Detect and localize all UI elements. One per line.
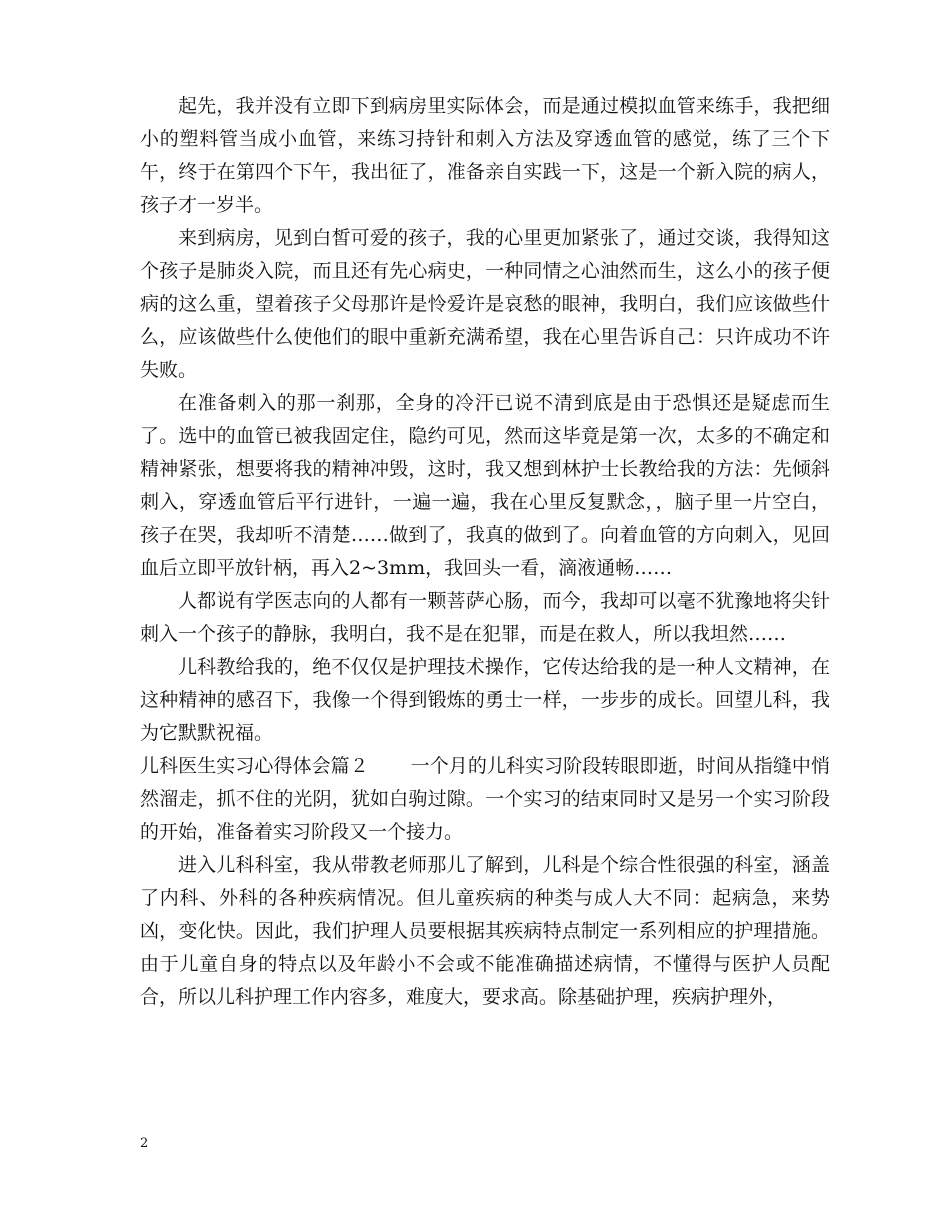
- section-intro: 一个月的儿科实习阶段转眼即逝，时间从指缝中悄然溜走，抓不住的光阴，犹如白驹过隙。一个实习的结束同时又是另一个实习阶段的开始，准备着实习阶段又一个接力。: [140, 755, 830, 843]
- section-heading: 儿科医生实习心得体会篇２: [140, 755, 369, 777]
- paragraph-6: 进入儿科科室，我从带教老师那儿了解到，儿科是个综合性很强的科室，涵盖了内科、外科的各种疾病情况。但儿童疾病的种类与成人大不同：起病急，来势凶，变化快。因此，我们护理人员要根据其疾病特点制定一系列相应的护理措施。由于儿童自身的特点以及年龄小不会或不能准确描述病情，不懂得与医护人员配合，所以儿科护理工作内容多，难度大，要求高。除基础护理，疾病护理外，: [140, 854, 830, 1008]
- paragraph-3: 在准备刺入的那一刹那，全身的冷汗已说不清到底是由于恐惧还是疑虑而生了。选中的血管已被我固定住，隐约可见，然而这毕竟是第一次，太多的不确定和精神紧张，想要将我的精神冲毁，这时，我又想到林护士长教给我的方法：先倾斜刺入，穿透血管后平行进针，一遍一遍，我在心里反复默念，，脑子里一片空白，孩子在哭，我却听不清楚……做到了，我真的做到了。向着血管的方向刺入，见回血后立即平放针柄，再入2~3mm，我回头一看，滴液通畅……: [140, 392, 830, 579]
- paragraph-4: 人都说有学医志向的人都有一颗菩萨心肠，而今，我却可以毫不犹豫地将尖针刺入一个孩子的静脉，我明白，我不是在犯罪，而是在救人，所以我坦然……: [140, 590, 830, 645]
- page-number: 2: [140, 1136, 149, 1151]
- section-paragraph: [140, 750, 830, 849]
- paragraph-1: 起先，我并没有立即下到病房里实际体会，而是通过模拟血管来练手，我把细小的塑料管当成小血管，来练习持针和刺入方法及穿透血管的感觉，练了三个下午，终于在第四个下午，我出征了，准备亲自实践一下，这是一个新入院的病人，孩子才一岁半。: [140, 95, 830, 216]
- body-text: [140, 90, 830, 1014]
- paragraph-5: 儿科教给我的，绝不仅仅是护理技术操作，它传达给我的是一种人文精神，在这种精神的感召下，我像一个得到锻炼的勇士一样，一步步的成长。回望儿科，我为它默默祝福。: [140, 656, 830, 744]
- paragraph-2: 来到病房，见到白皙可爱的孩子，我的心里更加紧张了，通过交谈，我得知这个孩子是肺炎入院，而且还有先心病史，一种同情之心油然而生，这么小的孩子便病的这么重，望着孩子父母那许是怜爱许是哀愁的眼神，我明白，我们应该做些什么，应该做些什么使他们的眼中重新充满希望，我在心里告诉自己：只许成功不许失败。: [140, 227, 830, 381]
